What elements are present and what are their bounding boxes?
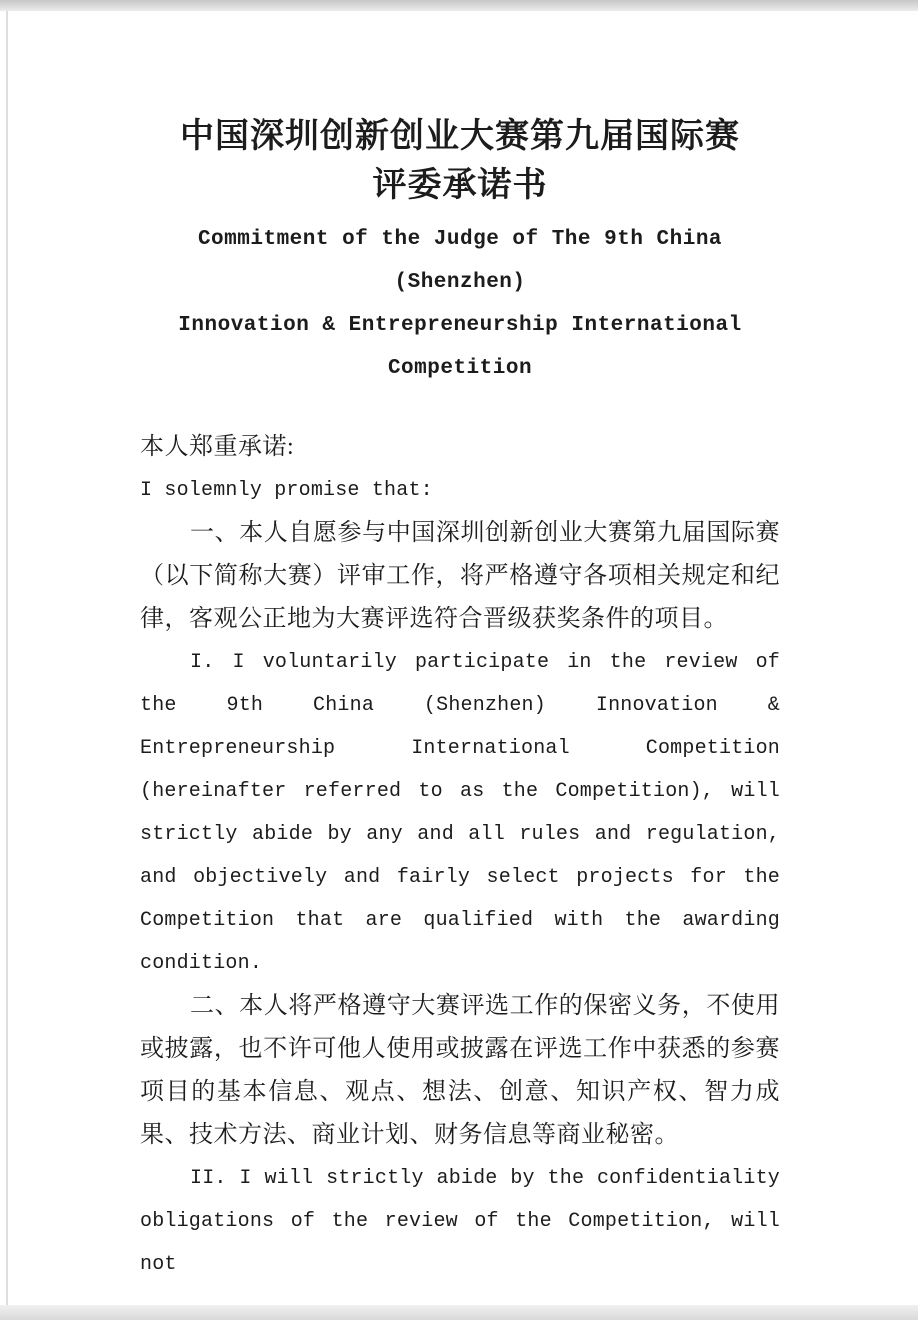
en-clause-2-truncated: II. I will strictly abide by the confidentiality obligations of the review of the Competition, will not xyxy=(140,1167,780,1276)
document-title-en-line2: Innovation & Entrepreneurship International xyxy=(178,314,742,337)
scan-edge-bottom xyxy=(0,1305,918,1320)
en-clause-1: I. I voluntarily participate in the review of the 9th China (Shenzhen) Innovation & Entrepreneurship International Competition (hereinafter referred to as the Competition), will strictly abide by any and all rules and regulation, and objectively and fairly select projects for the Competition that are qualified with the awarding condition. xyxy=(140,651,780,975)
document-body xyxy=(140,426,780,1286)
zh-promise-lead: 本人郑重承诺: xyxy=(140,434,295,460)
zh-clause-1: 一、本人自愿参与中国深圳创新创业大赛第九届国际赛（以下简称大赛）评审工作，将严格遵守各项相关规定和纪律，客观公正地为大赛评选符合晋级获奖条件的项目。 xyxy=(140,520,780,632)
document-title-en-line3: Competition xyxy=(387,357,533,380)
document-title-en-line1: Commitment of the Judge of The 9th China (Shenzhen) xyxy=(197,228,723,294)
document-title-zh-line2: 评委承诺书 xyxy=(372,167,548,204)
en-promise-lead: I solemnly promise that: xyxy=(140,479,433,502)
document-title-zh-line1: 中国深圳创新创业大赛第九届国际赛 xyxy=(180,118,740,155)
zh-clause-2: 二、本人将严格遵守大赛评选工作的保密义务，不使用或披露，也不许可他人使用或披露在评选工作中获悉的参赛项目的基本信息、观点、想法、创意、知识产权、智力成果、技术方法、商业计划、财务信息等商业秘密。 xyxy=(140,993,780,1148)
